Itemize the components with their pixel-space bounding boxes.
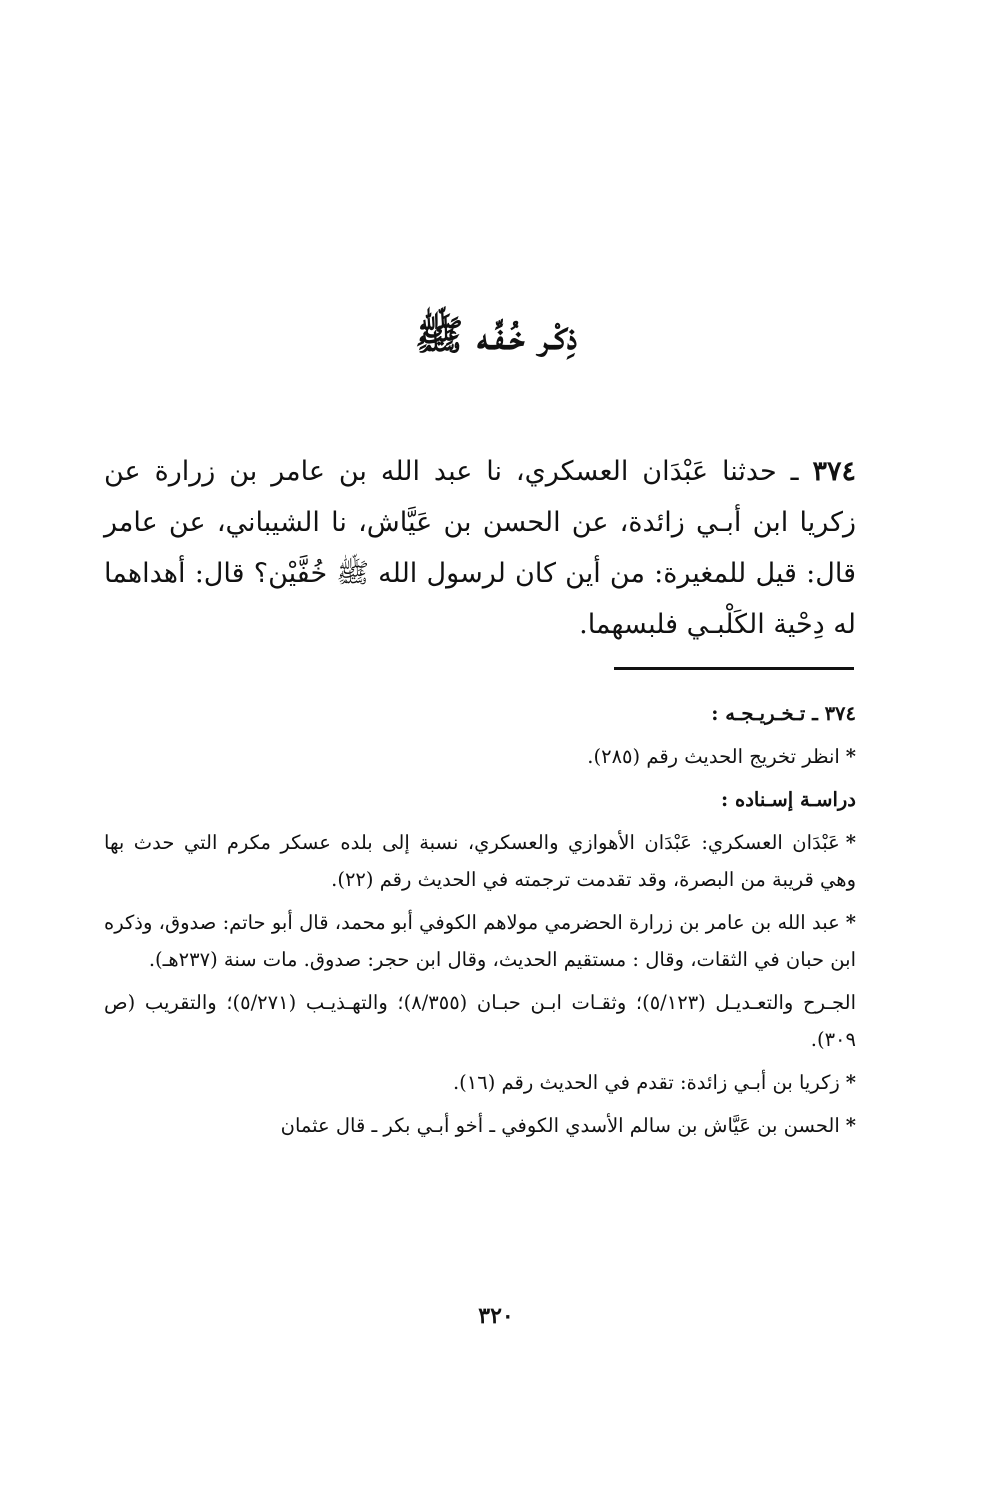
takhrij-item	[104, 738, 856, 775]
footnotes	[104, 695, 856, 1150]
bullet-icon: *	[845, 911, 856, 934]
bullet-icon: *	[845, 1114, 856, 1137]
sources-line: الجـرح والتعـديـل (٥/١٢٣)؛ وثقـات ابـن حبـان (٨/٣٥٥)؛ والتهـذيـب (٥/٢٧١)؛ والتقريب (ص ٣٠٩).	[104, 991, 856, 1051]
narrator-item-zakariya	[104, 1064, 856, 1101]
hadith-dash: ـ	[776, 456, 813, 487]
bullet-icon: *	[845, 745, 856, 768]
narrator-text: عَبْدَان العسكري: عَبْدَان الأهوازي والعسكري، نسبة إلى بلده عسكر مكرم التي حدث بها وهي قريبة من البصرة، وقد تقدمت ترجمته في الحديث رقم (٢٢).	[104, 831, 856, 891]
chapter-title: ذِكْـر خُـفِّـه ﷺ	[414, 312, 578, 359]
hadith-paragraph	[104, 446, 856, 650]
narrator-text: الحسن بن عَيَّاش بن سالم الأسدي الكوفي ـ أخو أبـي بكر ـ قال عثمان	[280, 1114, 840, 1137]
narrator-item-hasan	[104, 1107, 856, 1144]
bullet-icon: *	[845, 831, 856, 854]
dirasa-heading: دراسـة إسـناده :	[721, 788, 856, 811]
bullet-icon: *	[845, 1071, 856, 1094]
narrator-text: عبد الله بن عامر بن زرارة الحضرمي مولاهم الكوفي أبو محمد، قال أبو حاتم: صدوق، وذكره ابن حبان في الثقات، وقال : مستقيم الحديث، وقال ابن حجر: صدوق. مات سنة (٢٣٧هـ).	[104, 911, 856, 971]
takhrij-heading: ٣٧٤ ـ تـخـريـجـه :	[711, 702, 856, 725]
page-number: ٣٢٠	[478, 1303, 514, 1329]
narrator-item-abdan	[104, 824, 856, 898]
hadith-text: حدثنا عَبْدَان العسكري، نا عبد الله بن عامر بن زرارة عن زكريا ابن أبـي زائدة، عن الحسن بن عَيَّاش، نا الشيباني، عن عامر قال: قيل للمغيرة: من أين كان لرسول الله ﷺ خُفَّيْن؟ قال: أهداهما له دِحْية الكَلْبـي فلبسهما.	[104, 456, 856, 640]
takhrij-text: انظر تخريج الحديث رقم (٢٨٥).	[587, 745, 840, 768]
hadith-number: ٣٧٤	[812, 456, 857, 487]
narrator-text: زكريا بن أبـي زائدة: تقدم في الحديث رقم (١٦).	[452, 1071, 840, 1094]
footnote-separator	[614, 667, 854, 670]
narrator-item-abdullah	[104, 904, 856, 978]
